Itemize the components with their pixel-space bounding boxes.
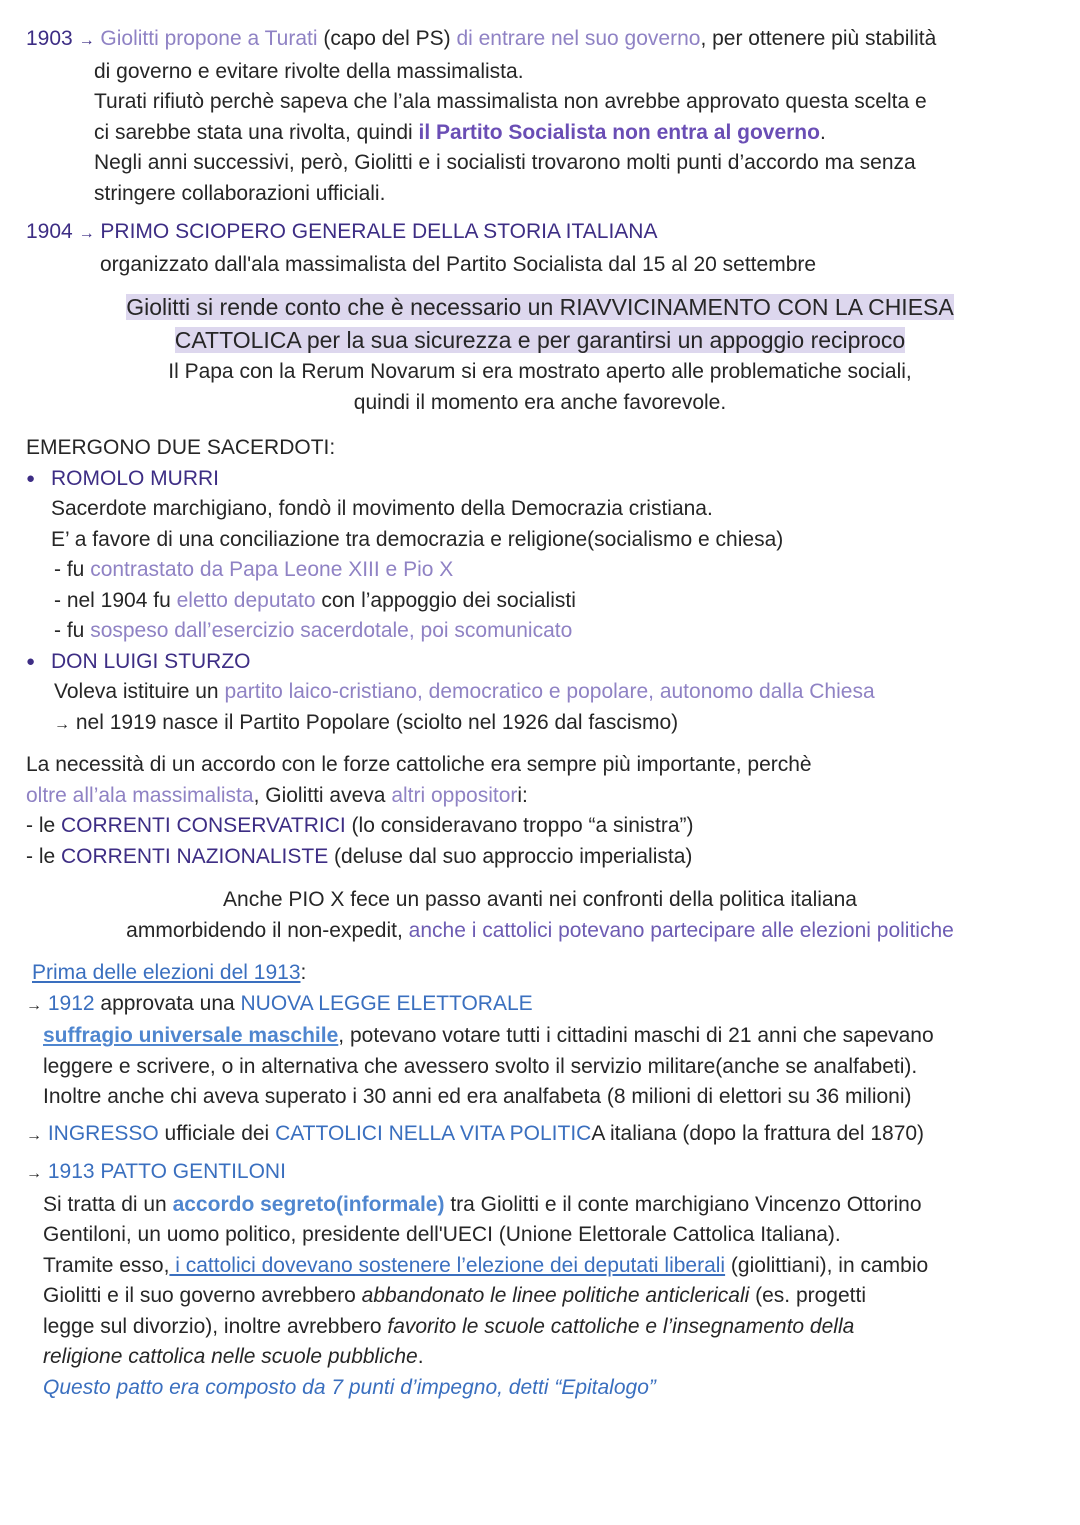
text: i: [517,783,528,807]
line [26,616,1072,647]
line [26,1021,1072,1052]
highlight-text: anche i cattolici potevano partecipare alle elezioni politiche [408,918,954,942]
arrow-icon: → [54,715,70,733]
bold-text: accordo segreto(informale) [172,1192,445,1216]
line [26,677,1072,708]
year-label: 1904 [26,220,73,243]
highlight-text: 1913 PATTO GENTILONI [47,1160,286,1183]
section-sacerdoti [26,433,1072,740]
text: A italiana (dopo la frattura del 1870) [591,1121,925,1145]
highlight-text: altri oppositor [391,783,518,807]
section-title: EMERGONO DUE SACERDOTI: [26,436,336,459]
section-1904 [26,217,1072,280]
line [26,1312,1072,1343]
line [26,811,1072,842]
text: tra Giolitti e il conte marchigiano Vincenzo Ottorino [444,1192,922,1216]
item-title: DON LUIGI STURZO [51,649,251,673]
line [0,324,1080,357]
bold-text: suffragio universale maschile [43,1024,339,1047]
text: - fu [54,558,91,581]
highlight-text: INGRESSO [47,1121,159,1145]
text: - le [26,844,62,868]
text: Giolitti e il suo governo avrebbero [43,1284,362,1307]
text: . [819,120,826,144]
arrow-icon: → [78,225,95,242]
text: - nel 1904 fu [54,588,177,612]
line [26,1251,1072,1282]
text: ci sarebbe stata una rivolta, quindi [94,120,419,144]
highlight-text: partito laico-cristiano, democratico e popolare, autonomo dalla Chiesa [224,680,875,703]
line: Sacerdote marchigiano, fondò il movimento della Democrazia cristiana. [51,497,713,520]
highlight-text: di entrare nel suo governo [456,27,701,50]
text: nel 1919 nasce il Partito Popolare (sciolto nel 1926 dal fascismo) [70,710,679,734]
text: con l’appoggio dei socialisti [315,588,576,612]
text: ammorbidendo il non-expedit, [126,918,409,942]
arrow-icon: → [78,32,95,49]
line: organizzato dall'ala massimalista del Partito Socialista dal 15 al 20 settembre [100,252,817,276]
highlight-text: CORRENTI CONSERVATRICI [61,814,346,837]
underlined-text: i cattolici dovevano sostenere l’elezione dei deputati liberali [169,1253,726,1277]
text: Si tratta di un [43,1192,173,1216]
text: - le [26,814,62,837]
text: Voleva istituire un [54,680,225,703]
text: (es. progetti [749,1284,867,1307]
text: (deluse dal suo approccio imperialista) [328,844,693,868]
line [26,958,1072,989]
line [26,24,1072,57]
line [26,586,1072,617]
line: Il Papa con la Rerum Novarum si era mostrato aperto alle problematiche sociali, [168,360,912,383]
text: : [300,961,307,984]
arrow-icon: → [26,996,42,1014]
highlight-text: eletto deputato [176,588,316,612]
line [26,781,1072,812]
list-item [26,647,1072,678]
text: ufficiale dei [158,1121,276,1145]
text: (giolittiani), in cambio [725,1253,929,1277]
text: , per ottenere più stabilità [700,27,937,50]
list-item [26,464,1072,495]
line: E’ a favore di una conciliazione tra democrazia e religione(socialismo e chiesa) [51,527,784,551]
line: Turati rifiutò perchè sapeva che l’ala massimalista non avrebbe approvato questa scelta e [94,90,927,113]
line: quindi il momento era anche favorevole. [353,390,727,414]
line [0,291,1080,324]
line: Gentiloni, un uomo politico, presidente dell'UECI (Unione Elettorale Cattolica Italiana). [43,1223,841,1246]
highlight-text: CATTOLICI NELLA VITA POLITIC [275,1121,592,1145]
line [26,1190,1072,1221]
line [26,1119,1072,1152]
line: La necessità di un accordo con le forze cattoliche era sempre più importante, perchè [26,753,812,776]
text: , potevano votare tutti i cittadini maschi di 21 anni che sapevano [338,1024,934,1047]
text: . [417,1345,424,1368]
italic-text: religione cattolica nelle scuole pubbliche [43,1345,418,1368]
text: (capo del PS) [317,27,457,50]
item-title: ROMOLO MURRI [51,466,219,490]
line: Negli anni successivi, però, Giolitti e i socialisti trovarono molti punti d’accordo ma senza [94,151,916,174]
line: stringere collaborazioni ufficiali. [94,181,386,205]
text: legge sul divorzio), inoltre avrebbero [43,1314,388,1338]
arrow-icon: → [26,1126,42,1144]
line [0,916,1080,947]
line: Questo patto era composto da 7 punti d’impegno, detti “Epitalogo” [43,1375,656,1399]
bullet-icon: ● [26,469,36,487]
year-label: 1903 [26,27,73,50]
line [26,118,1072,149]
highlighted-text: Giolitti si rende conto che è necessario un RIAVVICINAMENTO CON LA CHIESA [126,294,954,320]
highlighted-text: CATTOLICA per la sua sicurezza e per garantirsi un appoggio reciproco [174,327,906,353]
text: Tramite esso, [43,1253,170,1277]
line [26,708,1072,741]
line [26,555,1072,586]
line [26,217,1072,250]
highlight-text: sospeso dall’esercizio sacerdotale, poi scomunicato [90,619,573,642]
section-elezioni [26,958,1072,1403]
highlight-text: NUOVA LEGGE ELETTORALE [240,991,533,1015]
highlight-text: oltre all’ala massimalista [26,783,254,807]
section-title: PRIMO SCIOPERO GENERALE DELLA STORIA ITALIANA [100,220,658,243]
section-pio-x [0,885,1080,946]
section-accordo [26,750,1072,872]
line: leggere e scrivere, o in alternativa che avessero svolto il servizio militare(anche se analfabeti). [43,1054,918,1078]
line: Inoltre anche chi aveva superato i 30 anni ed era analfabeta (8 milioni di elettori su 36 milioni) [43,1085,912,1108]
bullet-icon: ● [26,652,36,670]
line [26,1281,1072,1312]
text: approvata una [94,991,241,1015]
line [26,1157,1072,1190]
arrow-icon: → [26,1165,42,1182]
text: - fu [54,619,91,642]
section-1903 [26,24,1072,209]
line: di governo e evitare rivolte della massimalista. [94,59,524,83]
section-chiesa [0,291,1080,418]
line [26,989,1072,1022]
line [26,1342,1072,1373]
highlight-text: 1912 [47,991,95,1015]
text: (lo consideravano troppo “a sinistra”) [345,814,694,837]
highlight-text: Giolitti propone a Turati [100,27,318,50]
section-title: Prima delle elezioni del 1913 [32,961,301,984]
highlight-text: contrastato da Papa Leone XIII e Pio X [90,558,454,581]
line: Anche PIO X fece un passo avanti nei confronti della politica italiana [223,888,857,911]
line [26,842,1072,873]
italic-text: favorito le scuole cattoliche e l’insegnamento della [387,1314,855,1338]
italic-text: abbandonato le linee politiche anticlericali [361,1284,750,1307]
bold-text: il Partito Socialista non entra al governo [418,120,820,144]
text: , Giolitti aveva [253,783,392,807]
highlight-text: CORRENTI NAZIONALISTE [61,844,329,868]
